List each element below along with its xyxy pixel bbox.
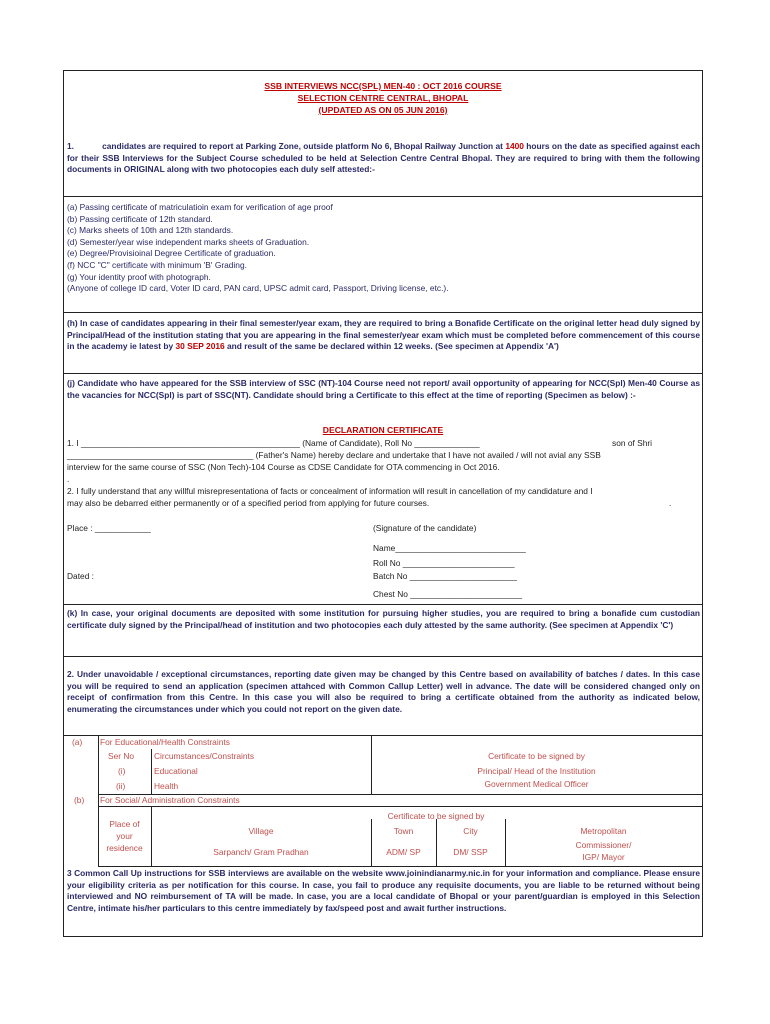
table-line xyxy=(98,866,702,867)
paragraph-2: 2. Under unavoidable / exceptional circumstances, reporting date given may be changed by this Centre based on availability of batches / dates. In this case you will be required to send an application (specimen attahced with Common Callup Letter) well in advance. The date will be considered changed only on receipt of confirmation from this Centre. In this case you will also be required to bring a certificate obtained from the authority as indicated below, enumerating the circumstances under which you could not report on the given date. xyxy=(67,669,700,714)
declaration-dot: . xyxy=(67,474,70,484)
paragraph-h-text-b: and result of the same be declared within 12 weeks. (See specimen at Appendix 'A') xyxy=(224,341,559,352)
paragraph-j: (j) Candidate who have appeared for the SSB interview of SSC (NT)-104 Course need not report/ avail opportunity of appearing for NCC(Spl) Men-40 Course as the vacancies for NCC(Spl) is part of SSC(NT). Candidate should bring a Certificate to this effect at the time of reporting (Specimen as below) :- xyxy=(67,378,700,400)
row-i-number: (i) xyxy=(118,766,126,776)
document-frame xyxy=(63,70,703,937)
divider xyxy=(64,656,702,657)
declaration-line-5-dot: . xyxy=(669,498,672,508)
village-authority: Sarpanch/ Gram Pradhan xyxy=(213,847,309,857)
document-item: (g) Your identity proof with photograph. xyxy=(67,271,211,282)
metropolitan-authority-1: Commissioner/ xyxy=(575,840,632,850)
place-field: Place : ____________ xyxy=(67,523,151,533)
paragraph-1 xyxy=(67,141,700,176)
dated-field: Dated : xyxy=(67,571,95,581)
paragraph-1-number: 1. xyxy=(67,141,74,151)
table-line xyxy=(98,806,702,807)
declaration-line-1: 1. I _______________________________________________ (Name of Candidate), Roll No ______________ xyxy=(67,438,480,448)
table-line xyxy=(64,735,702,736)
residence-label: residence xyxy=(106,843,143,853)
batch-no-field: Batch No _______________________ xyxy=(373,571,517,581)
document-item: (Anyone of college ID card, Voter ID card, PAN card, UPSC admit card, Passport, Driving license, etc.). xyxy=(67,283,449,294)
city-header: City xyxy=(463,826,478,836)
header-line-1: SSB INTERVIEWS NCC(SPL) MEN-40 : OCT 2016 COURSE xyxy=(264,81,502,91)
declaration-title: DECLARATION CERTIFICATE xyxy=(322,425,444,435)
declaration-line-3: interview for the same course of SSC (Non Tech)-104 Course as CDSE Candidate for OTA commencing in Oct 2016. xyxy=(67,462,500,472)
paragraph-1-text-a: candidates are required to report at Parking Zone, outside platform No 6, Bhopal Railway Junction at xyxy=(102,141,506,151)
paragraph-3: 3 Common Call Up instructions for SSB interviews are available on the website www.joinindianarmy.nic.in for your information and compliance. Please ensure your eligibility criteria as per notification for this course. In case, you fail to produce any requisite documents, you are liable to be returned without being interviewed and NO reimbursement of TA will be made. In case, you are a local candidate of Bhopal or your parent/guardian is employed in this Selection Centre, intimate his/her particulars to this centre immediately by fax/speed post and await further instructions. xyxy=(67,868,700,913)
place-of-label: Place of xyxy=(109,819,140,829)
signature-label: (Signature of the candidate) xyxy=(373,523,477,533)
town-authority: ADM/ SP xyxy=(386,847,421,857)
metropolitan-authority-2: IGP/ Mayor xyxy=(582,852,625,862)
header-line-2: SELECTION CENTRE CENTRAL, BHOPAL xyxy=(297,93,469,103)
document-item: (f) NCC "C" certificate with minimum 'B' Grading. xyxy=(67,259,247,270)
divider xyxy=(64,604,702,605)
paragraph-h-text-a: (h) In case of candidates appearing in their final semester/year exam, they are required to bring a Bonafide Certificate on the original letter head duly signed by Principal/Head of the institution stating that you are appearing in the final semester/year exam which must be completed before commencement of this course in the academy ie latest by xyxy=(67,318,700,352)
circumstances-header: Circumstances/Constraints xyxy=(154,751,255,761)
village-header: Village xyxy=(248,826,274,836)
row-ii-circumstance: Health xyxy=(154,781,179,791)
document-item: (c) Marks sheets of 10th and 12th standards. xyxy=(67,225,234,236)
paragraph-k: (k) In case, your original documents are deposited with some institution for pursuing higher studies, you are required to bring a bonafide cum custodian certificate duly signed by the Principal/head of institution and two photocopies each duly attested by the same authority. (See specimen at Appendix 'C') xyxy=(67,608,700,630)
ser-no-header: Ser No xyxy=(108,751,135,761)
table-line xyxy=(151,749,152,794)
paragraph-h xyxy=(67,318,700,353)
row-ii-authority: Government Medical Officer xyxy=(484,779,589,789)
header-line-3: (UPDATED AS ON 05 JUN 2016) xyxy=(318,105,448,115)
divider xyxy=(64,373,702,374)
divider xyxy=(64,196,702,197)
paragraph-1-text-b: hours on the date as specified against each for their SSB Interviews for the Subject Course scheduled to be held at Selection Centre Central Bhopal. They are required to bring with them the following documents in ORIGINAL along with two photocopies each duly self attested:- xyxy=(67,141,700,175)
chest-no-field: Chest No ________________________ xyxy=(373,589,523,599)
your-label: your xyxy=(116,831,133,841)
section-a-title: For Educational/Health Constraints xyxy=(100,737,230,747)
declaration-line-2: ________________________________________ (Father's Name) hereby declare and undertake that I have not availed / will not avial any SSB xyxy=(67,450,601,460)
row-i-authority: Principal/ Head of the Institution xyxy=(477,766,596,776)
deadline-date: 30 SEP 2016 xyxy=(175,341,225,352)
city-authority: DM/ SSP xyxy=(453,847,488,857)
cert-signed-header-2: Certificate to be signed by xyxy=(387,811,485,821)
row-i-circumstance: Educational xyxy=(154,766,198,776)
cert-signed-header: Certificate to be signed by xyxy=(488,751,585,761)
declaration-son-of: son of Shri xyxy=(612,438,653,448)
section-a-label: (a) xyxy=(72,737,83,747)
documents-list xyxy=(67,202,700,295)
declaration-line-5: may also be debarred either permanently or of a specified period from applying for future courses. xyxy=(67,498,430,508)
section-b-label: (b) xyxy=(74,795,85,805)
town-header: Town xyxy=(393,826,414,836)
row-ii-number: (ii) xyxy=(116,781,126,791)
reporting-time: 1400 xyxy=(505,141,524,151)
document-item: (d) Semester/year wise independent marks sheets of Graduation. xyxy=(67,236,310,247)
divider xyxy=(64,312,702,313)
document-item: (b) Passing certificate of 12th standard. xyxy=(67,213,213,224)
declaration-line-4: 2. I fully understand that any willful misrepresentationa of facts or concealment of information will result in cancellation of my candidature and I xyxy=(67,486,593,496)
document-item: (e) Degree/Provisioinal Degree Certificate of graduation. xyxy=(67,248,276,259)
document-item: (a) Passing certificate of matriculatioin exam for verification of age proof xyxy=(67,202,333,212)
metropolitan-header: Metropolitan xyxy=(580,826,627,836)
section-b-title: For Social/ Administration Constraints xyxy=(100,795,240,805)
name-field: Name____________________________ xyxy=(373,543,526,553)
roll-no-field: Roll No ________________________ xyxy=(373,558,515,568)
